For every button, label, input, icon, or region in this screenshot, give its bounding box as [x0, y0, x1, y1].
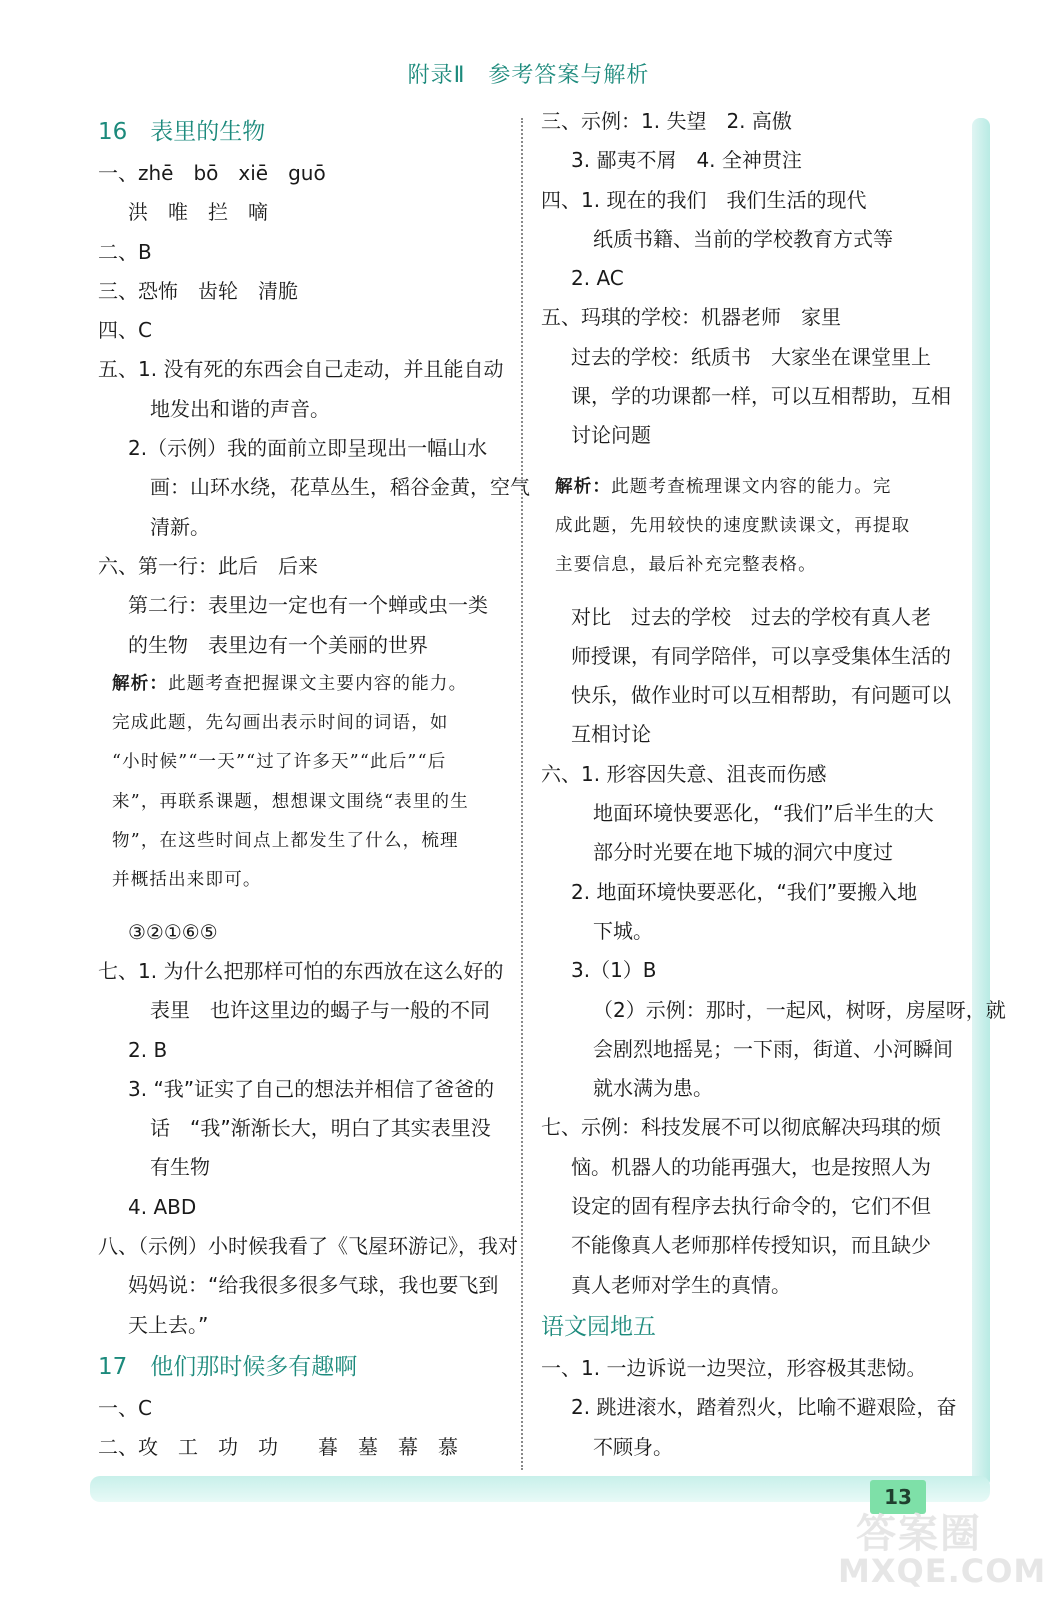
answer-line: 3.（1）B [571, 958, 657, 983]
section-yuwen-yuandi-title: 语文园地五 [541, 1313, 656, 1340]
answer-line: 六、1. 形容因失意、沮丧而伤感 [541, 761, 827, 786]
section-17-title: 17 他们那时候多有趣啊 [98, 1353, 358, 1380]
watermark-text-top: 答案圈 [856, 1511, 982, 1557]
answer-line: 会剧烈地摇晃；一下雨，街道、小河瞬间 [593, 1036, 953, 1061]
answer-line: 四、1. 现在的我们 我们生活的现代 [541, 187, 867, 212]
answer-line: 二、B [98, 239, 152, 264]
answer-line: ③②①⑥⑤ [128, 919, 218, 944]
answer-line: 七、示例：科技发展不可以彻底解决玛琪的烦 [541, 1115, 941, 1140]
answer-line: 三、示例：1. 失望 2. 高傲 [541, 109, 792, 133]
analysis-label: 解析： [112, 673, 169, 694]
answer-line: 地面环境快要恶化，“我们”后半生的大 [593, 801, 934, 826]
analysis-line: 成此题，先用较快的速度默读课文，再提取 [555, 515, 911, 536]
answer-line: 部分时光要在地下城的洞穴中度过 [593, 840, 893, 865]
watermark-text-bottom: MXQE.COM [838, 1552, 1047, 1590]
page-header: 附录Ⅱ 参考答案与解析 [407, 63, 650, 88]
answer-line: 洪 唯 拦 嘀 [128, 200, 268, 225]
answer-line: 互相讨论 [571, 722, 651, 747]
analysis-line: “小时候”“一天”“过了许多天”“此后”“后 [112, 752, 447, 773]
answer-line: 2. AC [571, 266, 624, 291]
answer-line: 一、C [98, 1395, 152, 1420]
answer-line: 六、第一行：此后 后来 [98, 553, 318, 578]
answer-line: 的生物 表里边有一个美丽的世界 [128, 632, 428, 657]
section-16-title: 16 表里的生物 [98, 119, 266, 145]
analysis-label: 解析： [555, 476, 612, 497]
answer-line: 纸质书籍、当前的学校教育方式等 [593, 226, 893, 251]
answer-line: 二、攻 工 功 功 暮 墓 幕 慕 [98, 1435, 458, 1460]
analysis-line: 主要信息，最后补充完整表格。 [555, 555, 817, 576]
answer-line: 四、C [98, 318, 152, 343]
analysis-block [98, 665, 508, 901]
answer-line: 3. “我”证实了自己的想法并相信了爸爸的 [128, 1076, 495, 1101]
answer-line: 话 “我”渐渐长大，明白了其实表里没 [150, 1116, 491, 1141]
answer-line: 2. 跳进滚水，踏着烈火，比喻不避艰险，奋 [571, 1395, 957, 1420]
answer-line: 讨论问题 [571, 423, 651, 448]
answer-line: 一、zhē bō xiē guō [98, 161, 326, 185]
decorative-bottom-band [90, 1476, 990, 1502]
analysis-line: 来”，再联系课题，想想课文围绕“表里的生 [112, 791, 469, 812]
answer-line: 2.（示例）我的面前立即呈现出一幅山水 [128, 436, 488, 461]
analysis-line: 此题考查梳理课文内容的能力。完 [611, 476, 892, 497]
answer-line: （2）示例：那时，一起风，树呀，房屋呀，就 [593, 997, 1006, 1022]
answer-line: 清新。 [150, 514, 210, 539]
answer-line: 2. 地面环境快要恶化，“我们”要搬入地 [571, 879, 918, 904]
answer-line: 画：山环水绕，花草丛生，稻谷金黄，空气 [150, 475, 530, 500]
analysis-line: 此题考查把握课文主要内容的能力。 [168, 673, 468, 694]
right-column [541, 102, 1006, 1467]
answer-line: 地发出和谐的声音。 [150, 396, 330, 421]
answer-line: 恼。机器人的功能再强大，也是按照人为 [571, 1154, 931, 1179]
decorative-side-band [972, 118, 990, 1488]
analysis-line: 并概括出来即可。 [112, 870, 262, 891]
page-number: 13 [870, 1480, 926, 1514]
answer-line: 三、恐怖 齿轮 清脆 [98, 278, 298, 303]
answer-line: 有生物 [150, 1155, 210, 1180]
answer-line: 第二行：表里边一定也有一个蝉或虫一类 [128, 593, 488, 618]
answer-line: 对比 过去的学校 过去的学校有真人老 [571, 604, 931, 629]
answer-line: 表里 也许这里边的蝎子与一般的不同 [150, 998, 490, 1023]
answer-line: 真人老师对学生的真情。 [571, 1272, 791, 1297]
answer-line: 八、（示例）小时候我看了《飞屋环游记》，我对 [98, 1234, 518, 1259]
answer-line: 师授课，有同学陪伴，可以享受集体生活的 [571, 643, 951, 668]
answer-line: 3. 鄙夷不屑 4. 全神贯注 [571, 148, 802, 173]
answer-line: 快乐，做作业时可以互相帮助，有问题可以 [571, 683, 951, 708]
answer-line: 一、1. 一边诉说一边哭泣，形容极其悲恸。 [541, 1355, 927, 1380]
answer-line: 设定的固有程序去执行命令的，它们不但 [571, 1194, 931, 1219]
column-divider [521, 118, 523, 1470]
answer-line: 课，学的功课都一样，可以互相帮助，互相 [571, 384, 951, 409]
left-column [98, 110, 530, 1468]
answer-line: 4. ABD [128, 1194, 197, 1219]
analysis-block [541, 468, 961, 586]
answer-line: 2. B [128, 1037, 168, 1062]
watermark-logo [838, 1500, 1047, 1590]
answer-line: 不顾身。 [593, 1434, 673, 1459]
analysis-line: 物”，在这些时间点上都发生了什么，梳理 [112, 831, 459, 852]
answer-line: 过去的学校：纸质书 大家坐在课堂里上 [571, 344, 931, 369]
answer-line: 妈妈说：“给我很多很多气球，我也要飞到 [128, 1273, 499, 1298]
answer-line: 五、玛琪的学校：机器老师 家里 [541, 305, 841, 330]
analysis-line: 完成此题，先勾画出表示时间的词语，如 [112, 713, 449, 734]
answer-line: 就水满为患。 [593, 1076, 713, 1101]
answer-line: 不能像真人老师那样传授知识，而且缺少 [571, 1233, 931, 1258]
answer-line: 七、1. 为什么把那样可怕的东西放在这么好的 [98, 958, 504, 983]
answer-line: 天上去。” [128, 1312, 209, 1337]
answer-line: 下城。 [593, 918, 653, 943]
answer-line: 五、1. 没有死的东西会自己走动，并且能自动 [98, 357, 504, 382]
